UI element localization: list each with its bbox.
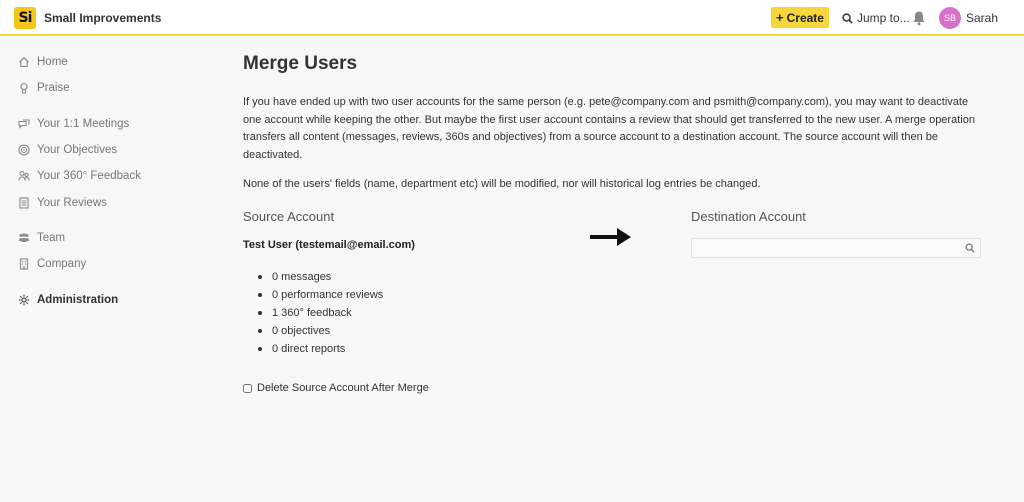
sidebar-item-team[interactable] (18, 230, 65, 246)
list-item (258, 340, 383, 358)
sidebar-item-label: Your Objectives (37, 144, 118, 156)
list-item (258, 304, 383, 322)
sidebar-item-administration[interactable] (18, 292, 118, 308)
gear-icon (18, 294, 30, 306)
source-account-label: Source Account (243, 209, 335, 224)
people-icon (18, 170, 30, 182)
page-title: Merge Users (243, 53, 358, 74)
delete-source-checkbox[interactable] (243, 384, 252, 393)
sidebar-item-label: Team (37, 232, 66, 244)
sidebar-item-label: Your Reviews (37, 197, 107, 209)
search-icon (842, 13, 853, 24)
app-logo[interactable]: Si (14, 7, 36, 29)
sidebar-item-label: Your 1:1 Meetings (37, 118, 130, 130)
sidebar-item-home[interactable] (18, 54, 68, 70)
sidebar-item-label: Praise (37, 82, 70, 94)
list-item (258, 268, 383, 286)
stat-text: 0 performance reviews (272, 289, 384, 301)
create-button[interactable] (771, 7, 829, 28)
search-icon (965, 243, 975, 253)
source-user-name: Test User (testemail@email.com) (243, 239, 415, 251)
destination-search-input[interactable] (692, 239, 980, 257)
building-icon (18, 258, 30, 270)
stat-text: 0 messages (272, 271, 332, 283)
sidebar-item-praise[interactable] (18, 80, 70, 96)
document-icon (18, 197, 30, 209)
jump-to-search[interactable] (842, 11, 910, 25)
chat-icon (18, 118, 30, 130)
plus-icon: + (776, 10, 784, 25)
team-icon (18, 232, 30, 244)
sidebar-item-company[interactable] (18, 256, 86, 272)
target-icon (18, 144, 30, 156)
sidebar-item-objectives[interactable] (18, 142, 117, 158)
sidebar-item-label: Your 360° Feedback (37, 170, 141, 182)
top-bar (0, 0, 1024, 36)
app-title[interactable]: Small Improvements (44, 11, 162, 25)
destination-account-label: Destination Account (691, 209, 806, 224)
stat-text: 0 objectives (272, 325, 331, 337)
destination-search[interactable] (691, 238, 981, 258)
user-name[interactable]: Sarah (966, 11, 999, 25)
sidebar-item-360-feedback[interactable] (18, 168, 141, 184)
sidebar-item-label: Home (37, 56, 68, 68)
list-item (258, 286, 383, 304)
delete-source-label: Delete Source Account After Merge (257, 382, 429, 394)
intro-note: None of the users' fields (name, department etc) will be modified, nor will historical log entries be changed. (243, 178, 761, 190)
stat-text: 1 360° feedback (272, 307, 352, 319)
bell-icon[interactable] (912, 10, 926, 26)
sidebar-item-reviews[interactable] (18, 195, 107, 211)
home-icon (18, 56, 30, 68)
sidebar (0, 38, 220, 502)
delete-source-option[interactable] (243, 382, 429, 394)
sidebar-item-label: Company (37, 258, 87, 270)
avatar[interactable]: SB (939, 7, 961, 29)
sidebar-item-label: Administration (37, 294, 119, 306)
arrow-right-icon (589, 226, 633, 248)
intro-paragraph: If you have ended up with two user accounts for the same person (e.g. pete@company.com and psmith@company.com), you may want to deactivate one account while keeping the other. But maybe the first user account contains a review that should get transferred to the new user. A merge operation transfers all content (messages, reviews, 360s and objectives) from a source account to a destination account. The source account will then be deactivated. (243, 96, 975, 161)
jump-to-label: Jump to... (857, 11, 910, 25)
sidebar-item-meetings[interactable] (18, 116, 129, 132)
list-item (258, 322, 383, 340)
stat-text: 0 direct reports (272, 343, 346, 355)
source-stats-list (258, 268, 383, 358)
create-button-label: Create (786, 10, 824, 25)
praise-icon (18, 82, 30, 94)
